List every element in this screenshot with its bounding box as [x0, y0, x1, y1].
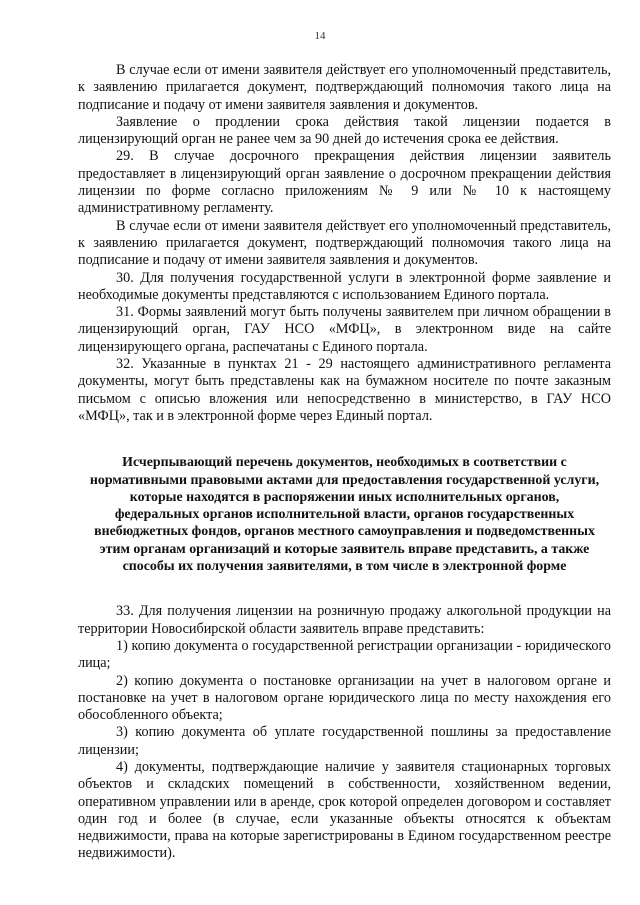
list-item: 4) документы, подтверждающие наличие у заявителя стационарных торговых объектов и складских помещений в собственности, хозяйственном ведении, оперативном управлении или в аренде, срок которой определен договором и составляет один год и более (в случае, если указанные объекты относятся к объектам недвижимости, права на которые зарегистрированы в Едином государственном реестре недвижимости).	[78, 758, 611, 862]
paragraph: В случае если от имени заявителя действует его уполномоченный представитель, к заявлению прилагается документ, подтверждающий полномочия такого лица на подписание и подачу от имени заявителя заявления и документов.	[78, 217, 611, 269]
paragraph: 29. В случае досрочного прекращения действия лицензии заявитель предоставляет в лицензирующий орган заявление о досрочном прекращении действия лицензии по форме согласно приложениям № 9 или № 10 к настоящему административному регламенту.	[78, 148, 611, 217]
paragraph: В случае если от имени заявителя действует его уполномоченный представитель, к заявлению прилагается документ, подтверждающий полномочия такого лица на подписание и подачу от имени заявителя заявления и документов.	[78, 62, 611, 113]
list-item: 1) копию документа о государственной регистрации организации - юридического лица;	[78, 637, 611, 672]
section-heading: Исчерпывающий перечень документов, необходимых в соответствии с нормативными правовыми актами для предоставления государственной услуги, которые находятся в распоряжении иных исполнительных органов, федеральных органов исполнительной власти, органов государственных внебюджетных фондов, органов местного самоуправления и подведомственных этим органам организаций и которые заявитель вправе представить, а также способы их получения заявителями, в том числе в электронной форме	[89, 455, 600, 575]
paragraph: Заявление о продлении срока действия такой лицензии подается в лицензирующий орган не ранее чем за 90 дней до истечения срока ее действия.	[78, 113, 611, 148]
paragraph: 33. Для получения лицензии на розничную продажу алкогольной продукции на территории Новосибирской области заявитель вправе представить:	[78, 603, 611, 637]
page-number: 14	[314, 30, 326, 42]
paragraph: 31. Формы заявлений могут быть получены заявителем при личном обращении в лицензирующий орган, ГАУ НСО «МФЦ», в электронном виде на сайте лицензирующего органа, распечатаны с Единого портала.	[78, 304, 611, 355]
paragraph: 32. Указанные в пунктах 21 - 29 настоящего административного регламента документы, могут быть представлены как на бумажном носителе по почте заказным письмом с описью вложения или непосредственно в министерство, в ГАУ НСО «МФЦ», так и в электронной форме через Единый портал.	[78, 356, 611, 424]
list-item: 2) копию документа о постановке организации на учет в налоговом органе и постановке на учет в налоговом органе юридического лица по месту нахождения его обособленного объекта;	[78, 672, 611, 724]
list-item: 3) копию документа об уплате государственной пошлины за предоставление лицензии;	[78, 724, 611, 758]
document-body	[78, 62, 611, 863]
paragraph: 30. Для получения государственной услуги в электронной форме заявление и необходимые документы представляются с использованием Единого портала.	[78, 269, 611, 303]
